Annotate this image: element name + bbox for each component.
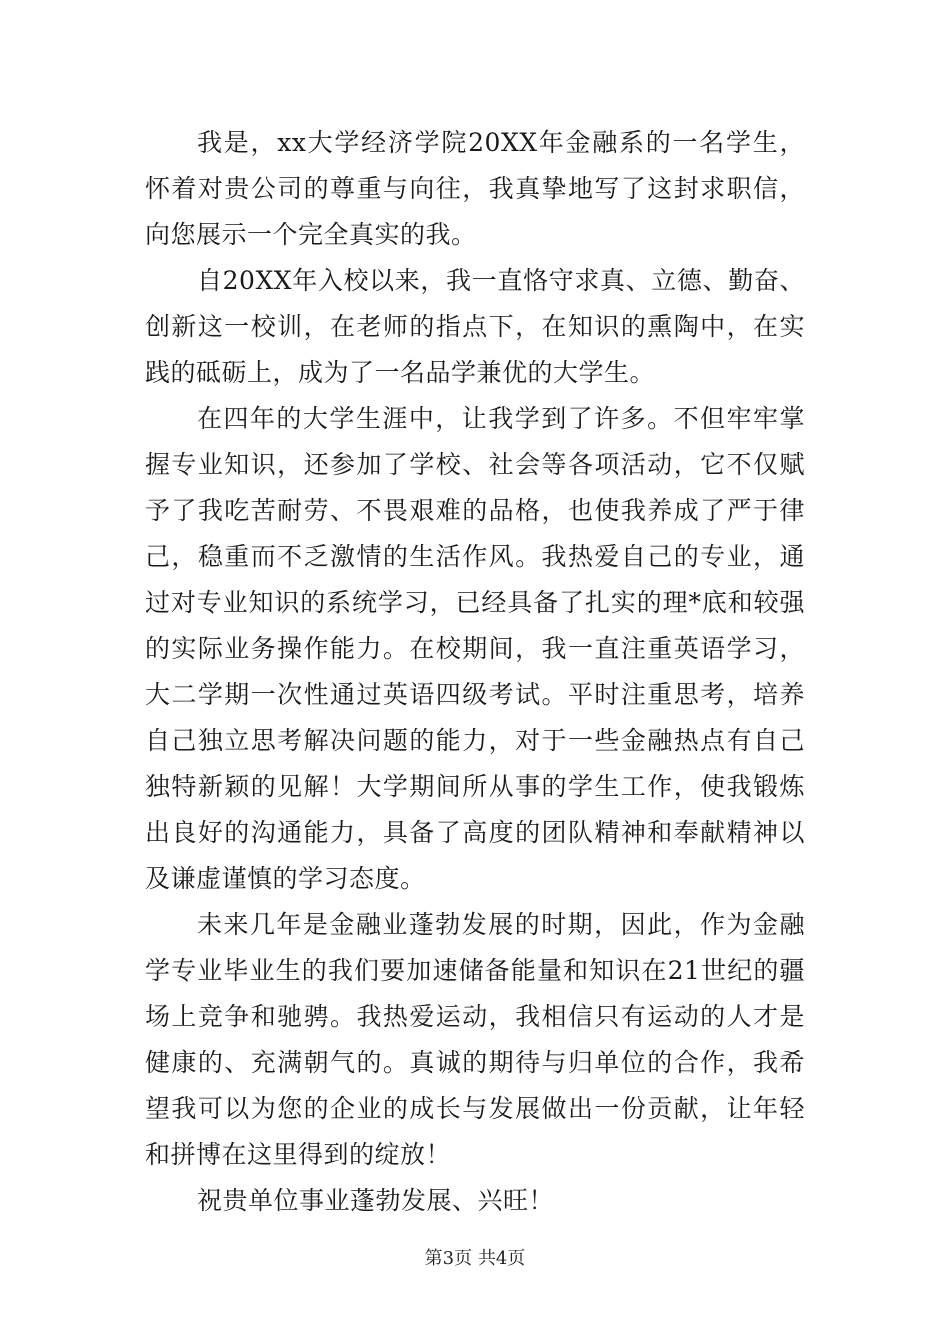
page-footer: 第3页 共4页 bbox=[424, 1248, 526, 1269]
paragraph-experience: 在四年的大学生涯中，让我学到了许多。不但牢牢掌握专业知识，还参加了学校、社会等各项活动，它不仅赋予了我吃苦耐劳、不畏艰难的品格，也使我养成了严于律己，稳重而不乏激情的生活作风。我热爱自己的专业，通过对专业知识的系统学习，已经具备了扎实的理*底和较强的实际业务操作能力。在校期间，我一直注重英语学习，大二学期一次性通过英语四级考试。平时注重思考，培养自己独立思考解决问题的能力，对于一些金融热点有自己独特新颖的见解！大学期间所从事的学生工作，使我锻炼出良好的沟通能力，具备了高度的团队精神和奉献精神以及谦虚谨慎的学习态度。 bbox=[145, 404, 805, 893]
paragraph-closing: 祝贵单位事业蓬勃发展、兴旺！ bbox=[197, 1186, 555, 1215]
paragraph-intro: 我是，xx大学经济学院20XX年金融系的一名学生，怀着对贵公司的尊重与向往，我真挚地写了这封求职信，向您展示一个完全真实的我。 bbox=[145, 128, 805, 249]
letter-body bbox=[145, 120, 805, 1224]
paragraph-school: 自20XX年入校以来，我一直恪守求真、立德、勤奋、创新这一校训，在老师的指点下，在知识的熏陶中，在实践的砥砺上，成为了一名品学兼优的大学生。 bbox=[145, 266, 805, 387]
paragraph-future: 未来几年是金融业蓬勃发展的时期，因此，作为金融学专业毕业生的我们要加速储备能量和知识在21世纪的疆场上竞争和驰骋。我热爱运动，我相信只有运动的人才是健康的、充满朝气的。真诚的期待与归单位的合作，我希望我可以为您的企业的成长与发展做出一份贡献，让年轻和拼博在这里得到的绽放！ bbox=[145, 910, 805, 1169]
